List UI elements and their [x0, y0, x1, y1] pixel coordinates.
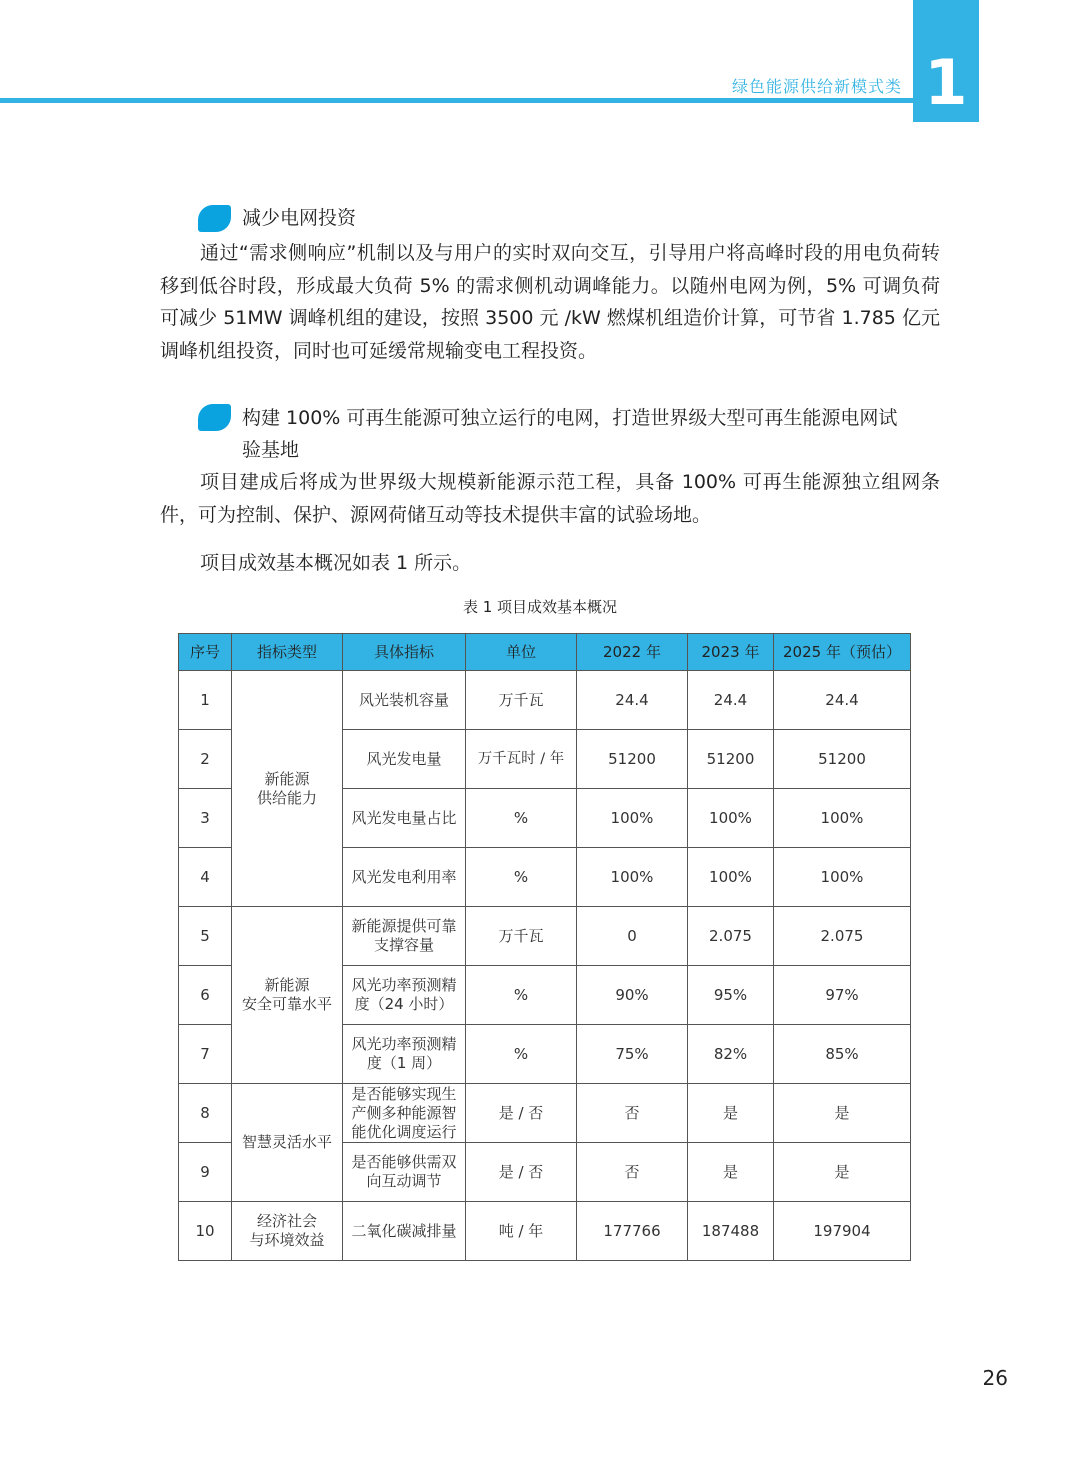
value-2022: 90% — [577, 966, 688, 1025]
value-2023: 是 — [688, 1084, 774, 1143]
type-line: 智慧灵活水平 — [241, 1133, 332, 1151]
chapter-tab — [913, 0, 979, 122]
unit: 万千瓦时 / 年 — [466, 730, 577, 789]
unit: 万千瓦 — [466, 907, 577, 966]
indicator-line: 风光发电量占比 — [351, 808, 457, 827]
indicator-type — [232, 671, 343, 907]
unit: % — [466, 966, 577, 1025]
header-cell: 2022 年 — [577, 634, 688, 671]
value-2022: 否 — [577, 1084, 688, 1143]
type-line: 新能源 — [264, 769, 310, 788]
indicator — [343, 1025, 466, 1084]
indicator — [343, 789, 466, 848]
type-line: 经济社会 — [256, 1212, 317, 1230]
header-cell: 指标类型 — [232, 634, 343, 671]
value-2023: 51200 — [688, 730, 774, 789]
type-line: 与环境效益 — [249, 1231, 325, 1249]
row-number: 7 — [179, 1025, 232, 1084]
table-header-row — [179, 634, 911, 671]
unit: 是 / 否 — [466, 1084, 577, 1143]
type-line: 供给能力 — [256, 788, 317, 807]
value-2022: 100% — [577, 848, 688, 907]
value-2022: 24.4 — [577, 671, 688, 730]
section-title-line: 验基地 — [242, 439, 300, 461]
indicator-line: 支撑容量 — [373, 936, 434, 954]
value-2022: 75% — [577, 1025, 688, 1084]
chapter-number: 1 — [924, 46, 968, 119]
row-number: 10 — [179, 1202, 232, 1261]
header-rule — [0, 98, 913, 103]
unit: 是 / 否 — [466, 1143, 577, 1202]
leaf-bullet-icon — [198, 205, 231, 232]
value-2023: 187488 — [688, 1202, 774, 1261]
value-2023: 82% — [688, 1025, 774, 1084]
header-cell: 单位 — [466, 634, 577, 671]
indicator — [343, 966, 466, 1025]
value-2025: 是 — [774, 1084, 911, 1143]
row-number: 9 — [179, 1143, 232, 1202]
unit: % — [466, 1025, 577, 1084]
value-2025: 100% — [774, 789, 911, 848]
value-2022: 177766 — [577, 1202, 688, 1261]
section-title — [242, 402, 942, 466]
indicator-line: 产侧多种能源智 — [351, 1103, 457, 1122]
header-cell: 具体指标 — [343, 634, 466, 671]
value-2023: 2.075 — [688, 907, 774, 966]
indicator-line: 风光功率预测精 — [351, 1035, 457, 1053]
intro-text: 项目成效基本概况如表 1 所示。 — [200, 552, 472, 574]
header-cell: 2023 年 — [688, 634, 774, 671]
value-2023: 是 — [688, 1143, 774, 1202]
header-cell: 序号 — [179, 634, 232, 671]
value-2022: 100% — [577, 789, 688, 848]
unit: 吨 / 年 — [466, 1202, 577, 1261]
value-2025: 51200 — [774, 730, 911, 789]
row-number: 8 — [179, 1084, 232, 1143]
value-2025: 24.4 — [774, 671, 911, 730]
value-2025: 是 — [774, 1143, 911, 1202]
header-cell: 2025 年（预估） — [774, 634, 911, 671]
indicator-line: 新能源提供可靠 — [351, 917, 457, 935]
row-number: 5 — [179, 907, 232, 966]
section-paragraph: 通过“需求侧响应”机制以及与用户的实时双向交互，引导用户将高峰时段的用电负荷转移到低谷时段，形成最大负荷 5% 的需求侧机动调峰能力。以随州电网为例，5% 可调负荷可减少 51MW 调峰机组的建设，按照 3500 元 /kW 燃煤机组造价计算，可节省 1.785 亿元调峰机组投资，同时也可延缓常规输变电工程投资。 — [160, 242, 940, 362]
value-2025: 2.075 — [774, 907, 911, 966]
page-number: 26 — [982, 1366, 1008, 1390]
chapter-title: 绿色能源供给新模式类 — [731, 77, 902, 96]
value-2023: 100% — [688, 848, 774, 907]
value-2025: 100% — [774, 848, 911, 907]
value-2025: 85% — [774, 1025, 911, 1084]
section-title-line: 构建 100% 可再生能源可独立运行的电网，打造世界级大型可再生能源电网试 — [242, 407, 898, 429]
type-line: 新能源 — [264, 976, 310, 994]
table-row — [179, 907, 911, 966]
row-number: 2 — [179, 730, 232, 789]
indicator-type — [232, 1084, 343, 1202]
indicator — [343, 1084, 466, 1143]
indicator-line: 风光装机容量 — [358, 690, 449, 709]
row-number: 1 — [179, 671, 232, 730]
value-2023: 100% — [688, 789, 774, 848]
indicator-line: 风光发电量 — [366, 749, 442, 768]
indicator-line: 风光发电利用率 — [351, 867, 457, 886]
value-2023: 95% — [688, 966, 774, 1025]
unit: % — [466, 789, 577, 848]
value-2022: 否 — [577, 1143, 688, 1202]
section-title: 减少电网投资 — [242, 207, 357, 229]
row-number: 3 — [179, 789, 232, 848]
indicator-line: 度（24 小时） — [354, 995, 454, 1013]
indicator-line: 能优化调度运行 — [351, 1122, 457, 1141]
indicator-type — [232, 907, 343, 1084]
type-line: 安全可靠水平 — [241, 995, 332, 1013]
indicator-line: 度（1 周） — [366, 1054, 442, 1072]
indicator — [343, 907, 466, 966]
value-2023: 24.4 — [688, 671, 774, 730]
row-number: 6 — [179, 966, 232, 1025]
row-number: 4 — [179, 848, 232, 907]
value-2025: 97% — [774, 966, 911, 1025]
indicator — [343, 730, 466, 789]
indicator-line: 是否能够供需双 — [351, 1153, 457, 1171]
indicator — [343, 1202, 466, 1261]
section-paragraph: 项目建成后将成为世界级大规模新能源示范工程，具备 100% 可再生能源独立组网条件，可为控制、保护、源网荷储互动等技术提供丰富的试验场地。 — [160, 471, 940, 526]
indicator — [343, 1143, 466, 1202]
value-2022: 51200 — [577, 730, 688, 789]
indicator — [343, 848, 466, 907]
table-row — [179, 671, 911, 730]
unit: 万千瓦 — [466, 671, 577, 730]
indicator-line: 向互动调节 — [366, 1172, 442, 1190]
table-caption: 表 1 项目成效基本概况 — [462, 598, 618, 616]
unit: % — [466, 848, 577, 907]
table-row — [179, 1084, 911, 1143]
indicator-type — [232, 1202, 343, 1261]
value-2022: 0 — [577, 907, 688, 966]
value-2025: 197904 — [774, 1202, 911, 1261]
results-table — [178, 633, 911, 1261]
indicator-line: 二氧化碳减排量 — [351, 1221, 457, 1240]
indicator-line: 风光功率预测精 — [351, 976, 457, 994]
table-row — [179, 1202, 911, 1261]
indicator-line: 是否能够实现生 — [351, 1084, 457, 1103]
leaf-bullet-icon — [198, 404, 231, 431]
indicator — [343, 671, 466, 730]
